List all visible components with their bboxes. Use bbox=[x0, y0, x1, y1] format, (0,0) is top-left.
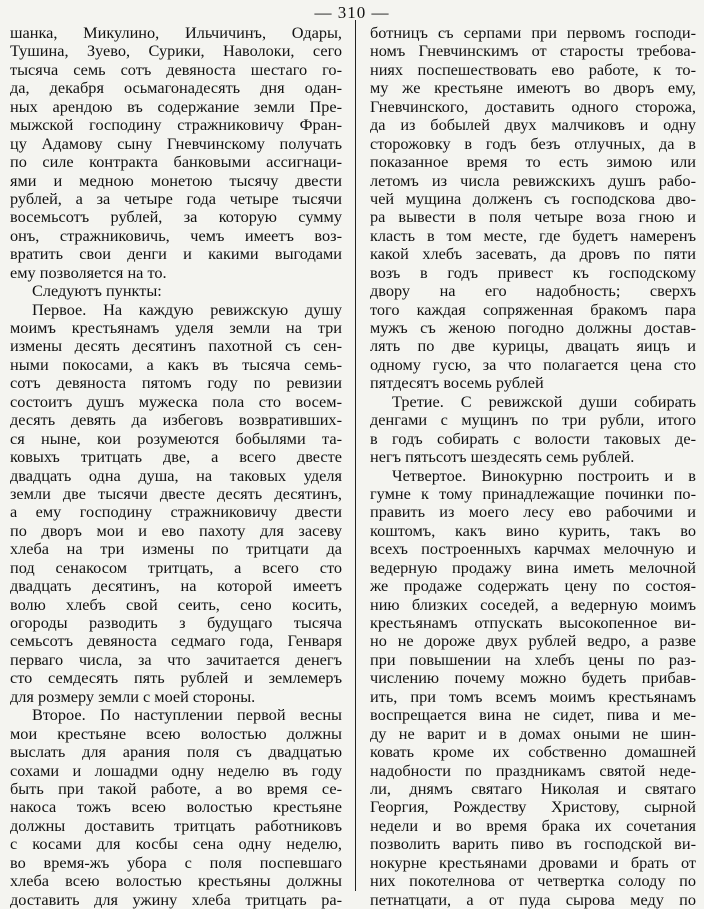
text-line: ду не варит и в домах оными не шин- bbox=[370, 724, 696, 743]
text-line: быть при такой работе, а во время се- bbox=[10, 779, 342, 798]
text-line: ных арендою въ содержание земли Пре- bbox=[10, 97, 342, 116]
text-line: мужъ съ женою погодно должны достав- bbox=[370, 319, 696, 337]
text-line: ся ныне, кои розумеются бобылями та- bbox=[10, 429, 342, 448]
text-line: ему позволяется на то. bbox=[10, 263, 167, 282]
text-line: ведерную продажу вина иметь мелочной bbox=[370, 558, 696, 577]
text-line: семьсотъ девяноста седмаго года, Генваря bbox=[10, 632, 342, 651]
text-line: мыжской господину стражниковичу Фран- bbox=[10, 116, 342, 135]
left-column bbox=[10, 24, 342, 909]
text-line: тысяча семь сотъ девяноста шестаго го- bbox=[10, 60, 342, 79]
text-line: ниях поспешествовать ево работе, к то- bbox=[370, 60, 696, 79]
text-line: ковыхъ тритцать две, а всего двесте bbox=[10, 448, 342, 467]
text-line: петнатцати, а от пуда сырова меду по bbox=[370, 890, 696, 909]
text-line: Четвертое. Винокурню построить и в bbox=[392, 466, 696, 485]
text-line: ить, при томъ всемъ моимъ крестьянамъ bbox=[370, 687, 696, 706]
text-line: во время-жъ убора с поля поспевшаго bbox=[10, 853, 342, 872]
text-line: Второе. По наступлении первой весны bbox=[32, 706, 342, 725]
text-line: всехъ построенныхъ карчмах мелочную и bbox=[370, 540, 696, 559]
text-line: по силе контракта банковыми ассигнаци- bbox=[10, 153, 342, 172]
text-line: под сенакосом тритцать, а всего сто bbox=[10, 558, 342, 577]
text-line: моимъ крестьянамъ уделя земли на три bbox=[10, 319, 342, 337]
text-line: волю хлебъ свой сеить, сено косить, bbox=[10, 595, 342, 614]
text-line: числению почему можно будеть прибав- bbox=[370, 669, 696, 688]
text-line: недели и во время брака их сочетания bbox=[370, 816, 696, 835]
text-line: надобности по праздникамъ святой неде- bbox=[370, 761, 696, 780]
text-line: нокурне крестьянами дровами и брать от bbox=[370, 853, 696, 872]
text-line: Первое. На каждую ревижскую душу bbox=[32, 300, 342, 319]
text-line: для розмеру земли с моей стороны. bbox=[10, 687, 256, 706]
text-line: воспрещается вина не сидет, пива и ме- bbox=[370, 706, 696, 725]
text-line: Тушина, Зуево, Сурики, Наволоки, сего bbox=[10, 42, 342, 61]
text-line: но не дороже двух рублей ведро, а разве bbox=[370, 632, 696, 651]
text-line: ботницъ съ серпами при первомъ господи- bbox=[370, 24, 696, 42]
text-line: должны доставить тритцать работниковъ bbox=[10, 816, 342, 835]
text-line: накоса тожъ всею волостью крестьяне bbox=[10, 798, 342, 817]
text-line: одному гусю, за что полагается цена сто bbox=[370, 355, 696, 374]
text-line: Георгия, Рождеству Христову, сырной bbox=[370, 798, 696, 817]
text-line: восемьсотъ рублей, за которую сумму bbox=[10, 208, 342, 227]
text-line: доставить для ужину хлеба тритцать ра- bbox=[10, 890, 342, 909]
text-line: чей мущина долженъ съ господскова дво- bbox=[370, 189, 696, 208]
text-line: да, декабря осьмагонадесять дня одан- bbox=[10, 79, 342, 98]
text-line: негъ пятьсотъ шездесять семь рублей. bbox=[370, 448, 635, 467]
right-column bbox=[370, 24, 696, 909]
text-line: Гневчинского, доставить одного сторожа, bbox=[370, 97, 696, 116]
text-line: ли, днямъ святаго Николая и святаго bbox=[370, 779, 696, 798]
text-line: номъ Гневчинскимъ от старосты требова- bbox=[370, 42, 696, 61]
text-line: сохами и лошадми одну неделю въ году bbox=[10, 761, 342, 780]
text-line: перваго числа, за что зачитается денегъ bbox=[10, 650, 342, 669]
text-line: двору на его надобность; сверхъ bbox=[370, 282, 696, 301]
text-line: сотъ девяноста пятомъ году по ревизии bbox=[10, 374, 342, 393]
text-line: а ему господину стражниковичу двести bbox=[10, 503, 342, 522]
column-divider bbox=[355, 20, 356, 891]
text-line: лять по две курицы, двацать яицъ и bbox=[370, 337, 696, 356]
text-line: двадцать десятинъ, на которой имеетъ bbox=[10, 577, 342, 596]
text-line: му же крестьяне имеютъ во дворъ ему, bbox=[370, 79, 696, 98]
text-line: хлеба всею волостью крестьяны должны bbox=[10, 872, 342, 891]
text-line: гумне к тому принадлежащие починки по- bbox=[370, 484, 696, 503]
text-line: измены десять десятинъ пахотной съ сен- bbox=[10, 337, 342, 356]
text-line: огороды разводить з будущаго тысяча bbox=[10, 614, 342, 632]
text-line: нию близких соседей, а ведерную моимъ bbox=[370, 595, 696, 614]
text-line: ра вывести в поля четыре воза гною и bbox=[370, 208, 696, 227]
text-line: Третие. С ревижской души собирать bbox=[392, 392, 696, 411]
text-line: рублей, а за четыре года четыре тысячи bbox=[10, 189, 342, 208]
text-line: мои крестьяне всею волостью должны bbox=[10, 724, 342, 743]
text-line: же продаже содержать цену по состоя- bbox=[370, 577, 696, 596]
text-line: них покотелнова от четвертка солоду по bbox=[370, 872, 696, 891]
text-line: править из моего лесу ево рабочими и bbox=[370, 503, 696, 522]
text-line: цу Адамову сыну Гневчинскому получать bbox=[10, 134, 342, 153]
text-line: летомъ из числа ревижскихъ душъ рабо- bbox=[370, 171, 696, 190]
text-line: десять девять да избеговъ возвративших- bbox=[10, 411, 342, 430]
text-line: состоитъ душъ мужеска пола сто восем- bbox=[10, 392, 342, 411]
text-line: по дворъ мои и ево пахоту для засеву bbox=[10, 521, 342, 540]
text-line: пятдесятъ восемь рублей bbox=[370, 374, 544, 393]
text-line: показанное время то есть зимою или bbox=[370, 153, 696, 172]
text-line: в годъ собирать с волости таковых де- bbox=[370, 429, 696, 448]
text-line: двадцать одна душа, на таковых уделя bbox=[10, 466, 342, 485]
text-line: вратить свои денги и какими выгодами bbox=[10, 245, 342, 264]
text-line: класть в том месте, где будетъ намеренъ bbox=[370, 226, 696, 245]
text-line: ными покосами, а какъ въ тысяча семь- bbox=[10, 355, 342, 374]
text-line: крестьянамъ отпускать высокопенное ви- bbox=[370, 614, 696, 632]
text-line: онъ, стражниковичь, чемъ имеетъ воз- bbox=[10, 226, 342, 245]
text-line: сто семдесять пять рублей и землемеръ bbox=[10, 669, 342, 688]
text-line: земли две тысячи двесте десять десятинъ, bbox=[10, 484, 342, 503]
text-line: шанка, Микулино, Ильчичинъ, Одары, bbox=[10, 24, 342, 42]
text-line: при повышении на хлебъ цены по раз- bbox=[370, 650, 696, 669]
text-line: коштомъ, какъ вино курить, такъ во bbox=[370, 521, 696, 540]
text-line: позволить варить пиво въ господской ви- bbox=[370, 835, 696, 854]
text-line: ковать кроме их собственно домашней bbox=[370, 743, 696, 762]
text-line: Следуютъ пункты: bbox=[32, 282, 162, 301]
text-line: того каждая сопряженная бракомъ пара bbox=[370, 300, 696, 319]
text-line: с косами для косбы сена одну неделю, bbox=[10, 835, 342, 854]
text-line: хлеба на три измены по тритцати да bbox=[10, 540, 342, 559]
text-line: денгами с мущинъ по три рубли, итого bbox=[370, 411, 696, 430]
text-line: ями и медною монетою тысячу двести bbox=[10, 171, 342, 190]
text-line: возъ в годъ привест къ господскому bbox=[370, 263, 696, 282]
text-line: выслать для арания поля съ двадцатью bbox=[10, 743, 342, 762]
text-line: какой хлебъ засевать, да дровъ по пяти bbox=[370, 245, 696, 264]
text-line: да из бобылей двух малчиковъ и одну bbox=[370, 116, 696, 135]
text-line: сторожовку в годъ безъ отлучных, да в bbox=[370, 134, 696, 153]
page-number: — 310 — bbox=[314, 3, 390, 22]
